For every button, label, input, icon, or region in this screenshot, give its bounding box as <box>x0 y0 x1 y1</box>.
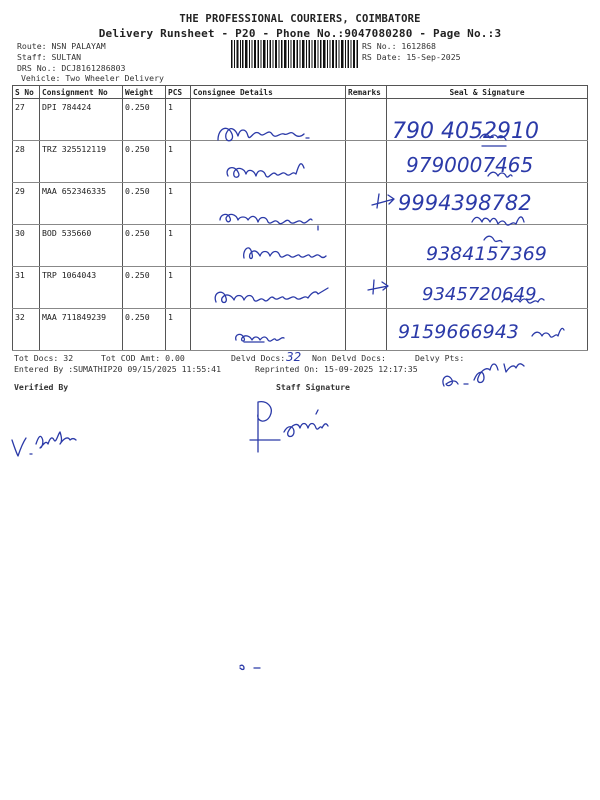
handwritten-phone: 9994398782 <box>398 191 532 215</box>
handwritten-name <box>220 214 318 230</box>
cell-weight: 0.250 <box>123 141 166 183</box>
cell-sno: 30 <box>13 225 40 267</box>
verified-by-signature <box>12 432 76 456</box>
company-title: THE PROFESSIONAL COURIERS, COIMBATORE <box>179 13 421 25</box>
verified-by-label: Verified By <box>14 382 69 392</box>
cell-pcs: 1 <box>166 309 191 351</box>
delivered-docs-count: 32 <box>286 350 302 364</box>
handwritten-name <box>236 334 284 342</box>
cell-pcs: 1 <box>166 267 191 309</box>
entered-by: Entered By :SUMATHIP20 09/15/2025 11:55:41 <box>14 364 222 374</box>
cell-pcs: 1 <box>166 141 191 183</box>
header-remarks: Remarks <box>346 86 387 99</box>
receiver-signature <box>472 217 524 242</box>
handwritten-name <box>244 248 326 259</box>
staff-signature <box>250 402 328 452</box>
delivery-points-label: Delvy Pts: <box>415 353 465 363</box>
total-docs: Tot Docs: 32 <box>14 353 74 363</box>
header-pcs: PCS <box>166 86 191 99</box>
header-consignment-no: Consignment No <box>40 86 123 99</box>
cell-consignment-no: MAA 652346335 <box>40 183 123 225</box>
cell-consignment-no: TRP 1064043 <box>40 267 123 309</box>
cell-consignment-no: BOD 535660 <box>40 225 123 267</box>
rs-number: RS No.: 1612868 <box>362 41 436 51</box>
cell-sno: 28 <box>13 141 40 183</box>
cell-weight: 0.250 <box>123 225 166 267</box>
cell-sno: 27 <box>13 99 40 141</box>
handwritten-phone: 9790007465 <box>406 153 534 177</box>
handwritten-phone: 9345720649 <box>422 284 537 305</box>
header-weight: Weight <box>123 86 166 99</box>
cell-sno: 29 <box>13 183 40 225</box>
cell-weight: 0.250 <box>123 99 166 141</box>
total-cod-amount: Tot COD Amt: 0.00 <box>101 353 185 363</box>
handwritten-phone: 9384157369 <box>426 243 547 265</box>
handwritten-name <box>218 128 309 140</box>
reprinted-on: Reprinted On: 15-09-2025 12:17:35 <box>255 364 418 374</box>
runsheet-subtitle: Delivery Runsheet - P20 - Phone No.:9047080280 - Page No.:3 <box>98 27 502 40</box>
handwritten-name <box>215 288 328 303</box>
handwritten-phone: 9159666943 <box>398 321 519 343</box>
handwritten-name <box>227 164 304 178</box>
receiver-signature <box>532 328 564 337</box>
cell-pcs: 1 <box>166 183 191 225</box>
drs-number: DRS No.: DCJ8161286803 <box>17 63 126 73</box>
rs-date: RS Date: 15-Sep-2025 <box>362 52 461 62</box>
ink-mark <box>240 665 260 669</box>
delivered-docs-label: Delvd Docs: <box>231 353 286 363</box>
cell-weight: 0.250 <box>123 309 166 351</box>
cell-sno: 31 <box>13 267 40 309</box>
header-seal-signature: Seal & Signature <box>387 86 588 99</box>
cell-consignment-no: DPI 784424 <box>40 99 123 141</box>
cell-sno: 32 <box>13 309 40 351</box>
handwritten-phone: 790 4052910 <box>392 119 539 144</box>
vehicle-label: Vehicle: Two Wheeler Delivery <box>21 73 164 83</box>
cell-weight: 0.250 <box>123 183 166 225</box>
cell-pcs: 1 <box>166 99 191 141</box>
header-sno: S No <box>13 86 40 99</box>
cell-pcs: 1 <box>166 225 191 267</box>
non-delivered-docs-label: Non Delvd Docs: <box>312 353 386 363</box>
cell-weight: 0.250 <box>123 267 166 309</box>
staff-signature-label: Staff Signature <box>276 382 350 392</box>
delivery-staff-signature <box>443 364 524 386</box>
header-consignee-details: Consignee Details <box>191 86 346 99</box>
arrow-mark <box>372 194 394 208</box>
cell-consignment-no: MAA 711849239 <box>40 309 123 351</box>
staff-label: Staff: SULTAN <box>17 52 82 62</box>
route-label: Route: NSN PALAYAM <box>17 41 106 51</box>
arrow-mark <box>368 280 388 294</box>
cell-consignment-no: TRZ 325512119 <box>40 141 123 183</box>
